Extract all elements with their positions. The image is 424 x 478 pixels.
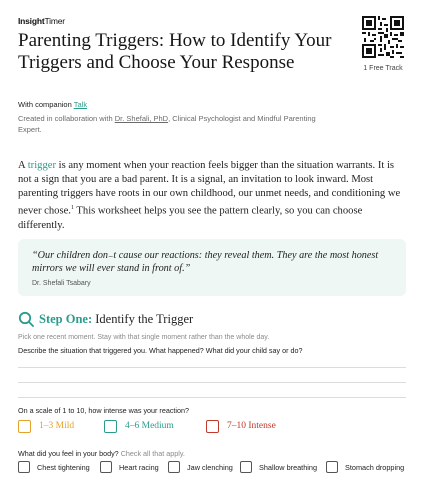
intensity-checkbox[interactable] [104, 420, 117, 433]
intensity-label: 7–10 Intense [227, 421, 276, 431]
companion-prefix: With companion [18, 100, 72, 109]
author-link[interactable]: Dr. Shefali, PhD [114, 114, 169, 123]
body-option-label: Jaw clenching [187, 463, 233, 472]
companion-link[interactable]: Talk [73, 100, 88, 109]
intensity-label: 1–3 Mild [39, 421, 75, 431]
body-checkbox[interactable] [240, 461, 252, 473]
intro-paragraph: A trigger is any moment when your reaction feels bigger than the situation warrants. It is not a sign that you are a bad parent. It is a signal, an invitation to look inward. Most parenting triggers have roots in our own childhood, our unmet needs, and conditioning we never chose.$^1$ This worksheet helps you see the pattern clearly, so you can choose differently. [18, 160, 401, 231]
brand-logo: InsightTimer [18, 16, 65, 26]
magnifier-icon [18, 311, 34, 327]
body-question: What did you feel in your body? Check all that apply. [18, 449, 185, 458]
answer-line-1[interactable] [18, 367, 406, 368]
body-option-label: Stomach dropping [345, 463, 405, 472]
page-title: Parenting Triggers: How to Identify Your Triggers and Choose Your Response [18, 30, 332, 73]
quote-author: Dr. Shefali Tsabary [32, 280, 91, 287]
body-checkbox[interactable] [168, 461, 180, 473]
intensity-checkbox[interactable] [206, 420, 219, 433]
footnote-marker[interactable]: 1 [70, 205, 74, 211]
intensity-checkbox[interactable] [18, 420, 31, 433]
quote-text: “Our children don₋t cause our reactions: they reveal them. They are the most honest mirrors we will ever stand in front of.” [32, 250, 379, 274]
qr-code-icon [362, 16, 404, 58]
quote-card [18, 239, 406, 296]
body-checkbox[interactable] [18, 461, 30, 473]
body-option-label: Shallow breathing [259, 463, 318, 472]
situation-question: Describe the situation that triggered you. What happened? What did your child say or do? [18, 346, 303, 355]
answer-line-3[interactable] [18, 397, 406, 398]
step-one-hint: Pick one recent moment. Stay with that single moment rather than the whole day. [18, 334, 270, 341]
companion-line [18, 100, 87, 109]
body-checkbox[interactable] [326, 461, 338, 473]
step-one-title: Step One: Identify the Trigger [39, 312, 194, 326]
body-option-label: Heart racing [119, 463, 159, 472]
answer-line-2[interactable] [18, 382, 406, 383]
intensity-question: On a scale of 1 to 10, how intense was your reaction? [18, 406, 190, 415]
intensity-label: 4–6 Medium [125, 421, 174, 431]
qr-caption: 1 Free Track [363, 65, 403, 72]
credit-text: Created in collaboration with Dr. Shefali, PhD, Clinical Psychologist and Mindful Parenting Expert. [18, 114, 316, 134]
trigger-keyword: trigger [27, 160, 56, 171]
body-option-label: Chest tightening [37, 463, 90, 472]
body-checkbox[interactable] [100, 461, 112, 473]
